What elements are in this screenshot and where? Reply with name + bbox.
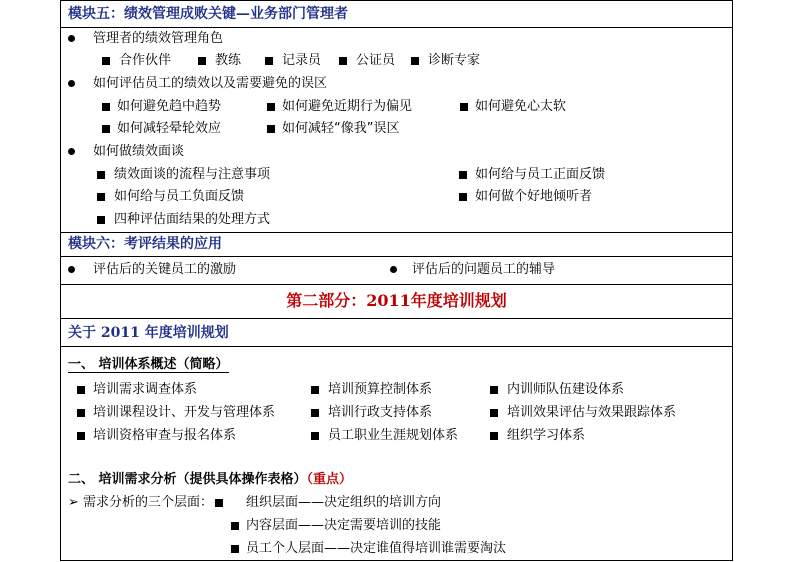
square-bullet-icon	[311, 428, 319, 444]
system-item: 培训效果评估与效果跟踪体系	[507, 405, 677, 420]
square-bullet-icon	[459, 189, 467, 205]
module5-bullet-1: 管理者的绩效管理角色	[93, 31, 224, 46]
square-bullet-icon	[490, 405, 498, 421]
role-item: 合作伙伴	[119, 53, 172, 68]
interview-item: 如何给与员工负面反馈	[114, 189, 245, 204]
evaluation-item: 如何减轻晕轮效应	[117, 121, 222, 136]
square-bullet-icon	[267, 99, 275, 115]
section2-lead-text: 需求分析的三个层面：	[83, 495, 214, 510]
table-border	[60, 284, 733, 285]
bullet-dot-icon	[68, 262, 75, 278]
need-level-item: 组织层面——决定组织的培训方向	[246, 495, 442, 510]
bullet-dot-icon	[68, 144, 75, 160]
system-item: 组织学习体系	[507, 428, 586, 443]
bullet-dot-icon	[68, 76, 75, 92]
role-item: 教练	[215, 53, 242, 68]
module5-title: 模块五：绩效管理成败关键—业务部门管理者	[68, 6, 348, 22]
square-bullet-icon	[102, 121, 110, 137]
part2-title: 第二部分：2011年度培训规划	[286, 291, 507, 310]
square-bullet-icon	[231, 518, 239, 534]
role-item: 记录员	[282, 53, 322, 68]
system-item: 培训资格审查与报名体系	[93, 428, 237, 443]
square-bullet-icon	[102, 53, 110, 69]
evaluation-item: 如何避免趋中趋势	[117, 99, 222, 114]
section1-title-text: 一、 培训体系概述（简略）	[68, 357, 229, 372]
square-bullet-icon	[311, 405, 319, 421]
system-item: 员工职业生涯规划体系	[328, 428, 459, 443]
module5-bullet-3: 如何做绩效面谈	[93, 144, 185, 159]
interview-item: 绩效面谈的流程与注意事项	[114, 167, 271, 182]
square-bullet-icon	[77, 428, 85, 444]
about-title: 关于 2011 年度培训规划	[68, 325, 229, 341]
square-bullet-icon	[490, 428, 498, 444]
application-item: 评估后的关键员工的激励	[93, 262, 237, 277]
square-bullet-icon	[215, 499, 223, 507]
evaluation-item: 如何避免心太软	[475, 99, 567, 114]
application-item: 评估后的问题员工的辅导	[412, 262, 556, 277]
need-level-item: 员工个人层面——决定谁值得培训谁需要淘汰	[246, 541, 507, 556]
square-bullet-icon	[102, 99, 110, 115]
arrow-bullet-icon: ➢	[68, 495, 79, 510]
table-border	[60, 0, 733, 1]
square-bullet-icon	[97, 189, 105, 205]
table-border	[60, 346, 733, 347]
evaluation-item: 如何减轻“像我”误区	[282, 121, 400, 136]
interview-item: 如何做个好地倾听者	[475, 189, 593, 204]
square-bullet-icon	[459, 167, 467, 183]
square-bullet-icon	[198, 53, 206, 69]
interview-item: 四种评估面结果的处理方式	[114, 212, 271, 227]
section2-title-text: 二、 培训需求分析（提供具体操作表格）	[68, 472, 307, 487]
module6-title: 模块六：考评结果的应用	[68, 236, 222, 252]
table-border	[60, 256, 733, 257]
table-border	[60, 318, 733, 319]
section2-title	[68, 472, 352, 488]
system-item: 培训课程设计、开发与管理体系	[93, 405, 276, 420]
system-item: 培训行政支持体系	[328, 405, 433, 420]
role-item: 公证员	[356, 53, 396, 68]
system-item: 内训师队伍建设体系	[507, 382, 625, 397]
need-level-item: 内容层面——决定需要培训的技能	[246, 518, 442, 533]
section2-emphasis: （重点）	[306, 472, 353, 487]
square-bullet-icon	[267, 121, 275, 137]
square-bullet-icon	[77, 405, 85, 421]
bullet-dot-icon	[390, 262, 397, 278]
square-bullet-icon	[411, 53, 419, 69]
evaluation-item: 如何避免近期行为偏见	[282, 99, 413, 114]
square-bullet-icon	[490, 382, 498, 398]
square-bullet-icon	[311, 382, 319, 398]
section2-lead	[68, 495, 223, 511]
role-item: 诊断专家	[428, 53, 481, 68]
square-bullet-icon	[97, 212, 105, 228]
square-bullet-icon	[231, 541, 239, 557]
square-bullet-icon	[97, 167, 105, 183]
table-border	[60, 27, 733, 28]
square-bullet-icon	[77, 382, 85, 398]
square-bullet-icon	[265, 53, 273, 69]
system-item: 培训需求调查体系	[93, 382, 198, 397]
interview-item: 如何给与员工正面反馈	[475, 167, 606, 182]
section1-title	[68, 357, 229, 373]
table-border	[60, 232, 733, 233]
square-bullet-icon	[339, 53, 347, 69]
system-item: 培训预算控制体系	[328, 382, 433, 397]
square-bullet-icon	[460, 99, 468, 115]
module5-bullet-2: 如何评估员工的绩效以及需要避免的误区	[93, 76, 328, 91]
bullet-dot-icon	[68, 31, 75, 47]
